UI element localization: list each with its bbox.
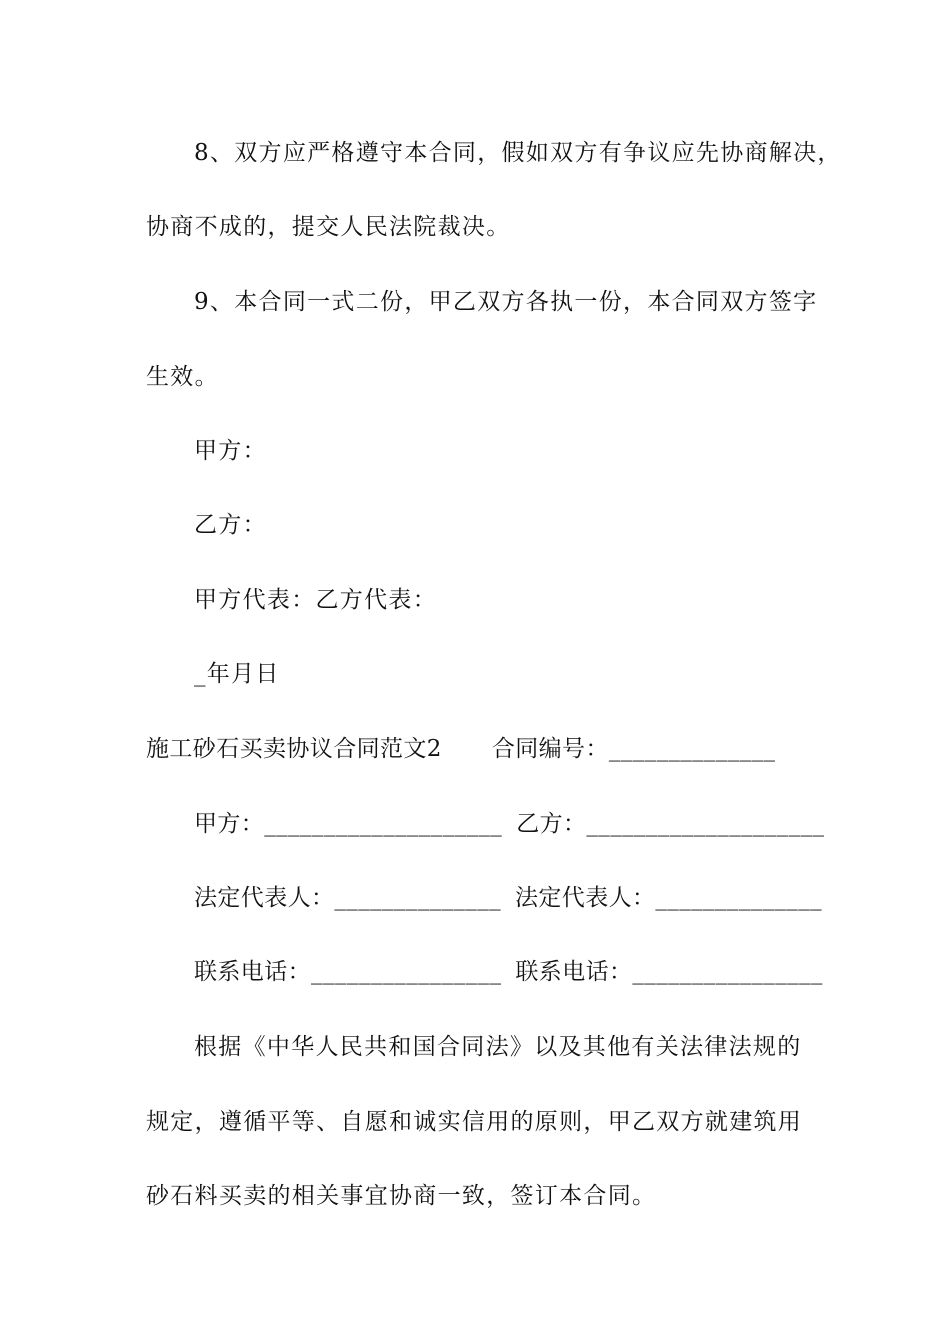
body-line-3: 砂石料买卖的相关事宜协商一致，签订本合同。 [146, 1183, 657, 1209]
legal-rep-b-field: 法定代表人：______________ [515, 885, 822, 911]
party-a-label: 甲方： [194, 438, 267, 464]
phone-row [194, 957, 823, 987]
clause-9-line-1: 9、本合同一式二份，甲乙双方各执一份，本合同双方签字 [194, 289, 818, 315]
clause-8-line-2: 协商不成的，提交人民法院裁决。 [146, 214, 511, 240]
contract-number-field: 合同编号：______________ [491, 736, 776, 762]
representatives-label: 甲方代表：乙方代表： [194, 587, 437, 613]
contract-title: 施工砂石买卖协议合同范文2 [146, 736, 442, 762]
clause-9-line-2: 生效。 [146, 364, 219, 390]
body-line-2: 规定，遵循平等、自愿和诚实信用的原则，甲乙双方就建筑用 [146, 1109, 803, 1135]
contract-heading-row [146, 734, 816, 764]
date-line: _年月日 [194, 661, 280, 687]
parties-row [194, 809, 825, 839]
body-line-1: 根据《中华人民共和国合同法》以及其他有关法律法规的 [194, 1034, 802, 1060]
party-b-label: 乙方： [194, 512, 267, 538]
phone-b-field: 联系电话：________________ [515, 959, 823, 985]
clause-8-line-1: 8、双方应严格遵守本合同，假如双方有争议应先协商解决， [194, 140, 842, 166]
party-b-field: 乙方：____________________ [516, 811, 825, 837]
legal-rep-a-field: 法定代表人：______________ [194, 885, 501, 911]
party-a-field: 甲方：____________________ [194, 811, 503, 837]
phone-a-field: 联系电话：________________ [194, 959, 502, 985]
legal-rep-row [194, 883, 822, 913]
